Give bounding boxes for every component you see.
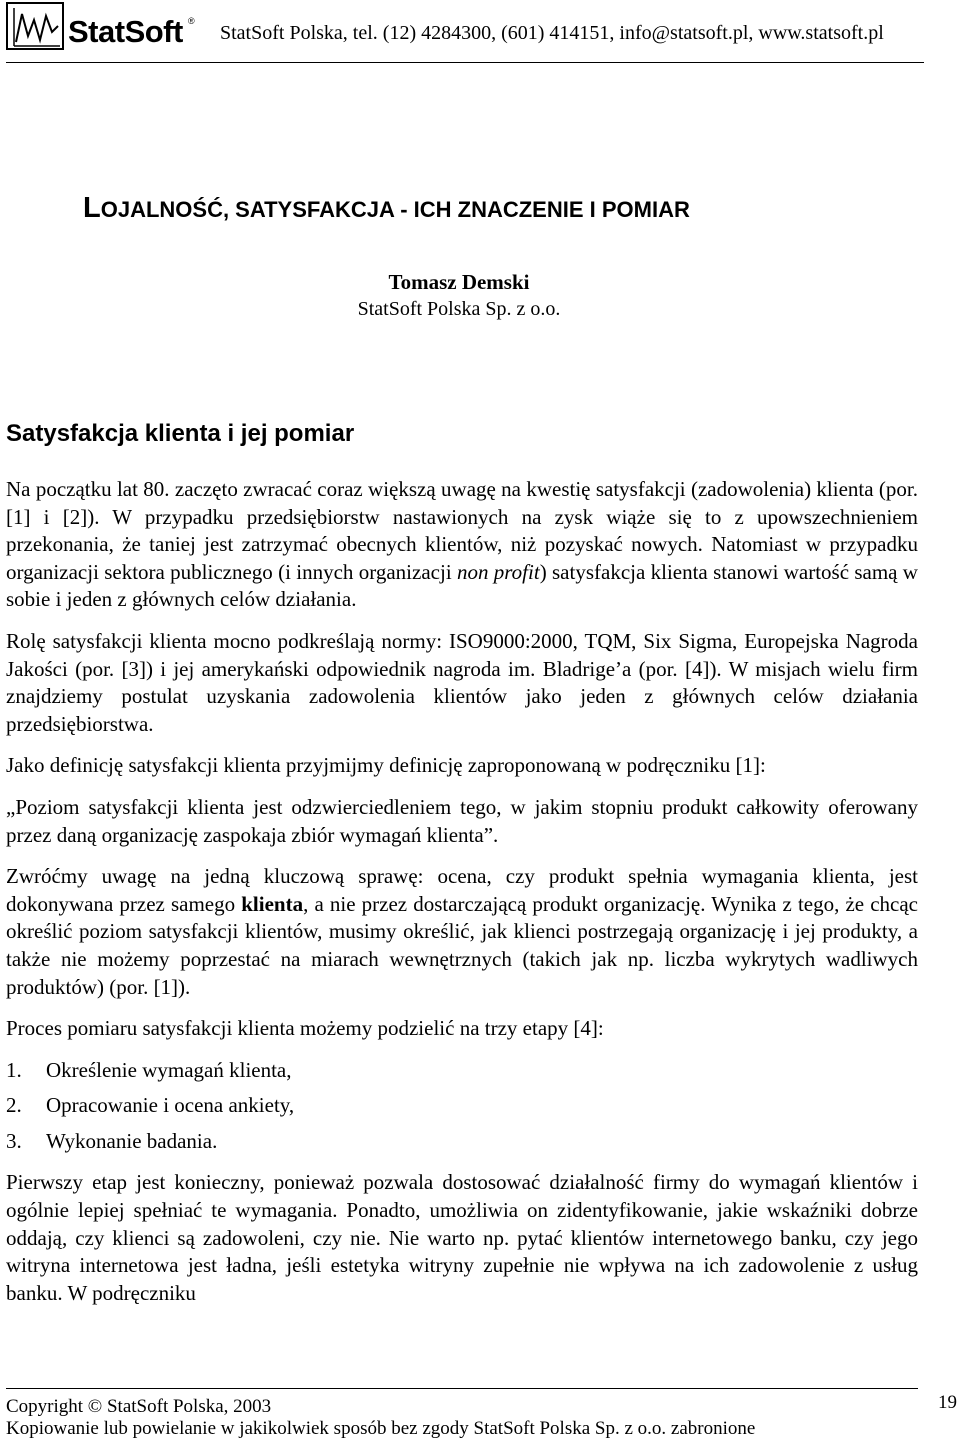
- paragraph-first-stage: Pierwszy etap jest konieczny, ponieważ pozwala dostosować działalność firmy do wymagań klientów i ogólnie lepiej spełniać te wymagania. Ponadto, umożliwia on zidentyfikowanie, jakie wskaźniki dobrze oddają, czy klienci są zadowoleni, czy nie. Nie warto np. pytać klientów internetowego banku, czy jego witryna internetowa jest ładna, jeśli estetyka witryny zupełnie nie wpływa na ich zadowolenie z usług banku. W podręczniku: [6, 1170, 918, 1305]
- registered-mark: ®: [188, 16, 195, 26]
- author-name: Tomasz Demski: [388, 270, 530, 294]
- paragraph-definition-intro: Jako definicję satysfakcji klienta przyjmijmy definicję zaproponowaną w podręczniku [1]:: [6, 753, 766, 778]
- footer-legal-notice: Kopiowanie lub powielanie w jakikolwiek sposób bez zgody StatSoft Polska Sp. z o.o. zabronione: [6, 1418, 756, 1439]
- author-affiliation: StatSoft Polska Sp. z o.o.: [357, 298, 561, 320]
- title-rest: OJALNOŚĆ, SATYSFAKCJA - ICH ZNACZENIE I POMIAR: [100, 197, 690, 222]
- title-initial: L: [83, 192, 101, 224]
- section-heading: Satysfakcja klienta i jej pomiar: [6, 420, 355, 447]
- page-header: [6, 0, 924, 63]
- paragraph-stages-intro: Proces pomiaru satysfakcji klienta możemy podzielić na trzy etapy [4]:: [6, 1016, 604, 1041]
- header-contact-line: StatSoft Polska, tel. (12) 4284300, (601) 414151, info@statsoft.pl, www.statsoft.pl: [220, 22, 884, 44]
- list-item: 2. Opracowanie i ocena ankiety,: [6, 1093, 295, 1118]
- list-item: 1. Określenie wymagań klienta,: [6, 1057, 292, 1082]
- footer-divider: [6, 1388, 918, 1389]
- list-item: 3. Wykonanie badania.: [6, 1128, 218, 1153]
- document-body: [6, 476, 918, 1321]
- stages-list: [6, 1057, 918, 1156]
- italic-phrase: non profit: [456, 559, 540, 584]
- paragraph-definition-quote: „Poziom satysfakcji klienta jest odzwierciedleniem tego, w jakim stopniu produkt całkowity oferowany przez daną organizację zaspokaja zbiór wymagań klienta”.: [6, 794, 918, 847]
- paragraph-norms: Rolę satysfakcji klienta mocno podkreślają normy: ISO9000:2000, TQM, Six Sigma, Europejska Nagroda Jakości (por. [3]) i jej amerykański odpowiednik nagroda im. Bladrige’a (por. [4]). W misjach wielu firm znajdziemy postulat uzyskania zadowolenia klientów jako jeden z głównych celów działania przedsiębiorstwa.: [6, 628, 918, 736]
- footer-copyright: Copyright © StatSoft Polska, 2003: [6, 1396, 272, 1417]
- bold-word: klienta: [241, 891, 304, 916]
- paragraph-key-point: Zwróćmy uwagę na jedną kluczową sprawę: ocena, czy produkt spełnia wymagania klienta, jest dokonywana przez samego klienta, a nie przez dostarczającą produkt organizację. Wynika z tego, że chcąc określić poziom satysfakcji klientów, musimy określić, jak klienci postrzegają organizację i jej produkty, a także nie możemy poprzestać na miarach wewnętrznych (takich jak np. liczba wykrytych wadliwych produktów) (por. [1]).: [6, 864, 918, 999]
- logo-wordmark: StatSoft: [68, 14, 183, 49]
- page-number: 19: [938, 1392, 957, 1413]
- logo-chart-icon: [6, 2, 64, 50]
- paragraph-intro: Na początku lat 80. zaczęto zwracać coraz większą uwagę na kwestię satysfakcji (zadowolenia) klienta (por. [1] i [2]). W przypadku przedsiębiorstw nastawionych na zysk wiąże się to z upowszechnieniem przekonania, że taniej jest zatrzymać obecnych klientów, niż pozyskać nowych. Natomiast w przypadku organizacji sektora publicznego (i innych organizacji non profit) satysfakcja klienta stanowi wartość samą w sobie i jeden z głównych celów działania.: [6, 477, 918, 612]
- statsoft-logo: [6, 2, 196, 52]
- document-title: [83, 192, 690, 225]
